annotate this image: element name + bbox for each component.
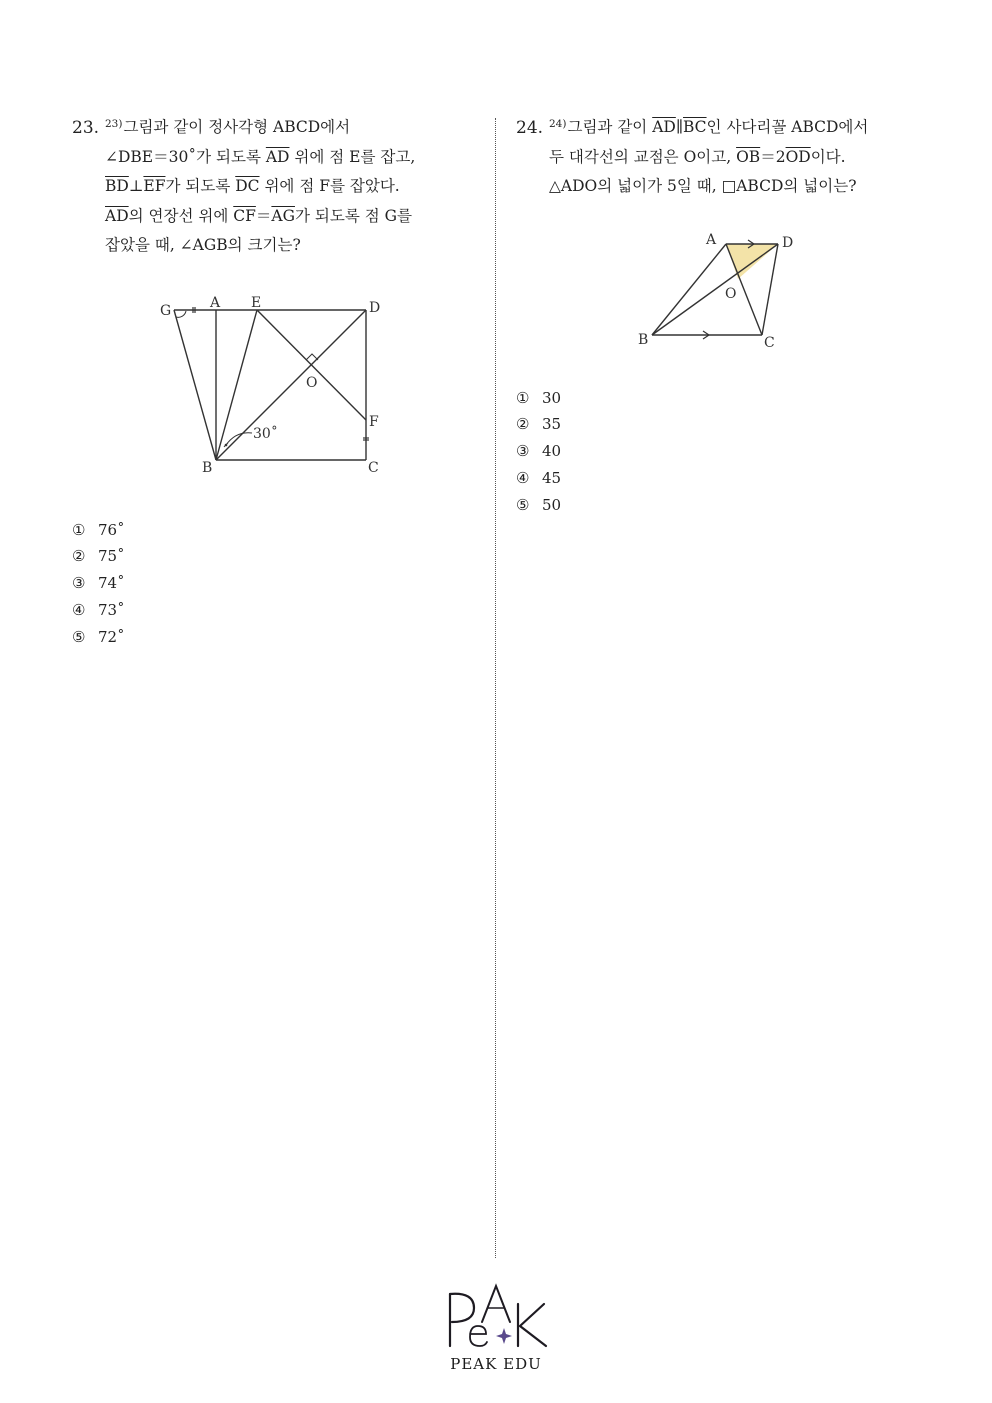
segment-ad: $\overline{AD}$ — [265, 147, 290, 166]
choice-text: 35 — [542, 415, 562, 434]
parallel-symbol: ∥ — [675, 118, 683, 136]
choice-text: 30 — [542, 388, 562, 407]
label-b: B — [638, 331, 649, 348]
segment-cf: $\overline{CF}$ — [233, 206, 256, 225]
question-line-1 — [105, 110, 472, 143]
choice-text: 45 — [542, 468, 562, 487]
choice-mark: ② — [516, 415, 530, 434]
segment-bc: $\overline{BC}$ — [683, 118, 707, 136]
choice-text: 74˚ — [98, 574, 125, 593]
label-f: F — [369, 413, 379, 430]
choice-4[interactable] — [72, 597, 472, 624]
line-text: △ADO의 넓이가 5일 때, □ABCD의 넓이는? — [549, 177, 857, 195]
question-text — [549, 110, 926, 202]
choice-3[interactable] — [516, 438, 926, 465]
choice-mark: ④ — [72, 600, 86, 619]
segment-ag: $\overline{AG}$ — [271, 206, 295, 225]
choice-mark: ① — [72, 520, 86, 539]
question-line-4 — [105, 202, 472, 232]
choice-text: 40 — [542, 442, 562, 461]
label-c: C — [764, 334, 775, 351]
brand-name: PEAK EDU — [450, 1355, 542, 1373]
line-text: 인 사다리꼴 ABCD에서 — [706, 118, 869, 136]
line-text: 그림과 같이 — [567, 118, 653, 136]
choice-text: 75˚ — [98, 547, 125, 566]
segment-be — [216, 310, 257, 460]
label-angle-30: 30˚ — [253, 425, 278, 442]
line-text: 잡았을 때, ∠AGB의 크기는? — [105, 236, 301, 254]
line-text: ∠DBE＝30˚가 되도록 — [105, 147, 266, 166]
question-line-1 — [549, 110, 926, 143]
line-text: ＝2 — [760, 147, 786, 166]
choice-mark: ③ — [72, 574, 86, 593]
question-23 — [72, 110, 472, 650]
label-o: O — [725, 285, 737, 302]
footnote-ref: 23) — [105, 118, 123, 130]
label-a: A — [706, 231, 717, 248]
line-text: 그림과 같이 정사각형 ABCD에서 — [123, 118, 351, 136]
question-line-2 — [549, 143, 926, 173]
choice-1[interactable] — [72, 517, 472, 544]
segment-bd: $\overline{BD}$ — [105, 177, 129, 195]
label-o: O — [306, 374, 318, 391]
label-g: G — [160, 302, 172, 319]
question-24 — [516, 110, 926, 518]
segment-ad: $\overline{AD}$ — [652, 118, 676, 136]
choice-2[interactable] — [72, 543, 472, 570]
line-text: 두 대각선의 교점은 O이고, — [549, 147, 737, 166]
question-line-3 — [105, 172, 472, 202]
line-text: 의 연장선 위에 — [128, 206, 234, 225]
question-text — [105, 110, 472, 261]
question-number: 24. — [516, 118, 544, 138]
line-text: 가 되도록 점 G를 — [294, 206, 412, 225]
line-text: 위에 점 E를 잡고, — [289, 147, 416, 166]
question-line-5 — [105, 231, 472, 261]
answer-choices — [516, 385, 926, 519]
label-d: D — [782, 234, 794, 251]
angle-g-arc — [176, 311, 186, 317]
choice-text: 50 — [542, 495, 562, 514]
choice-mark: ① — [516, 388, 530, 407]
footnote-ref: 24) — [549, 118, 567, 130]
angle-dot — [225, 443, 228, 446]
segment-od: $\overline{OD}$ — [785, 147, 811, 166]
choice-mark: ⑤ — [516, 495, 530, 514]
segment-ef: $\overline{EF}$ — [143, 177, 166, 195]
choice-1[interactable] — [516, 385, 926, 412]
choice-text: 73˚ — [98, 600, 125, 619]
label-b: B — [202, 459, 213, 476]
segment-ad: $\overline{AD}$ — [105, 206, 129, 225]
line-text: 위에 점 F를 잡았다. — [259, 177, 400, 195]
choice-mark: ④ — [516, 468, 530, 487]
answer-choices — [72, 517, 472, 651]
column-divider — [495, 118, 496, 1258]
choice-2[interactable] — [516, 411, 926, 438]
choice-5[interactable] — [516, 492, 926, 519]
line-text: 이다. — [810, 147, 846, 166]
equals-symbol: ＝ — [255, 206, 272, 225]
segment-bg — [174, 310, 216, 460]
choice-mark: ⑤ — [72, 627, 86, 646]
label-d: D — [369, 299, 381, 316]
logo-letters: PeAK — [440, 1282, 443, 1283]
question-line-2 — [105, 143, 472, 173]
segment-dc: $\overline{DC}$ — [235, 177, 260, 195]
choice-5[interactable] — [72, 624, 472, 651]
choice-text: 72˚ — [98, 627, 125, 646]
label-a: A — [210, 294, 221, 311]
question-line-3 — [549, 172, 926, 202]
perp-symbol: ⊥ — [128, 177, 144, 195]
side-cd — [762, 244, 778, 335]
star-icon — [496, 1328, 512, 1344]
segment-ob: $\overline{OB}$ — [736, 147, 761, 166]
label-c: C — [368, 459, 379, 476]
choice-4[interactable] — [516, 465, 926, 492]
figure-square-abcd — [72, 281, 472, 517]
choice-mark: ③ — [516, 442, 530, 461]
choice-3[interactable] — [72, 570, 472, 597]
label-e: E — [251, 294, 262, 311]
line-text: 가 되도록 — [165, 177, 236, 195]
choice-mark: ② — [72, 547, 86, 566]
figure-trapezoid-abcd — [516, 222, 926, 382]
angle-leader — [226, 432, 252, 444]
diagonal-bd — [216, 310, 366, 460]
choice-text: 76˚ — [98, 520, 125, 539]
question-number: 23. — [72, 118, 100, 138]
